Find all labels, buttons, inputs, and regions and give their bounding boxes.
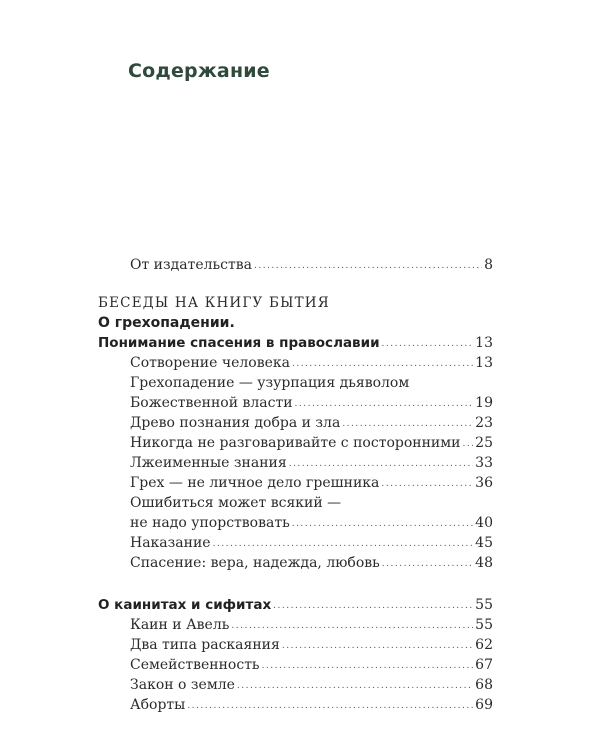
toc-entry-label: Божественной власти (130, 395, 293, 411)
toc-page-number: 45 (475, 535, 493, 551)
toc-page-number: 36 (475, 475, 493, 491)
toc-entry[interactable] (98, 615, 493, 635)
toc-page-number: 33 (475, 455, 493, 471)
leader-dots (382, 334, 474, 354)
leader-dots (231, 616, 473, 636)
toc-page-number: 67 (475, 657, 493, 673)
toc-entry[interactable] (98, 695, 493, 715)
toc-page-number: 55 (475, 617, 493, 633)
toc-entry-label: Сотворение человека (130, 355, 290, 371)
toc-entry-label: Аборты (130, 697, 186, 713)
leader-dots (262, 656, 474, 676)
toc-page-number: 48 (475, 555, 493, 571)
toc-entry[interactable] (98, 675, 493, 695)
toc-entry-label: Лжеименные знания (130, 455, 287, 471)
toc-entry[interactable] (98, 635, 493, 655)
leader-dots (342, 414, 473, 434)
page-title: Содержание (128, 60, 270, 82)
leader-dots (295, 394, 474, 414)
toc-page-number: 8 (484, 257, 493, 273)
section-heading: БЕСЕДЫ НА КНИГУ БЫТИЯ (98, 295, 330, 311)
toc-entry-label: Каин и Авель (130, 617, 230, 633)
toc-page-number: 13 (475, 355, 493, 371)
toc-entry-label-line1: Ошибиться может всякий — (130, 495, 342, 511)
part-heading-line2: Понимание спасения в православии (98, 335, 380, 351)
leader-dots (292, 514, 473, 534)
toc-entry-intro[interactable] (98, 255, 493, 275)
toc-entry[interactable] (98, 453, 493, 473)
toc-entry-label: От издательства (130, 257, 252, 273)
toc-page-number: 62 (475, 637, 493, 653)
toc-entry-part1[interactable] (98, 333, 493, 353)
leader-dots (289, 454, 473, 474)
toc-entry[interactable] (98, 533, 493, 553)
part-heading: О каинитах и сифитах (98, 597, 272, 613)
leader-dots (381, 474, 473, 494)
part-heading-line1: О грехопадении. (98, 315, 235, 331)
leader-dots (382, 554, 473, 574)
toc-page-number: 23 (475, 415, 493, 431)
leader-dots (237, 676, 473, 696)
leader-dots (282, 636, 473, 656)
toc-page-number: 68 (475, 677, 493, 693)
toc-page-number: 55 (475, 597, 493, 613)
toc-entry-label: не надо упорствовать (130, 515, 290, 531)
toc-entry-part2[interactable] (98, 595, 493, 615)
toc-entry[interactable] (98, 433, 493, 453)
toc-page-number: 19 (475, 395, 493, 411)
toc-entry-label: Спасение: вера, надежда, любовь (130, 555, 380, 571)
toc-page-number: 40 (475, 515, 493, 531)
leader-dots (254, 256, 482, 276)
toc-entry-label: Закон о земле (130, 677, 235, 693)
toc-page-number: 13 (475, 335, 493, 351)
leader-dots (187, 696, 473, 716)
toc-page-number: 25 (475, 435, 493, 451)
toc-entry[interactable] (98, 353, 493, 373)
toc-page-number: 69 (475, 697, 493, 713)
toc-entry-label: Грех — не личное дело грешника (130, 475, 380, 491)
toc-entry-label: Древо познания добра и зла (130, 415, 341, 431)
leader-dots (273, 596, 473, 616)
toc-entry[interactable] (98, 393, 493, 413)
toc-entry-label: Никогда не разговаривайте с посторонними (130, 435, 461, 451)
table-of-contents (98, 255, 493, 715)
leader-dots (213, 534, 474, 554)
toc-entry-label-line1: Грехопадение — узурпация дьяволом (130, 375, 410, 391)
leader-dots (292, 354, 473, 374)
toc-entry[interactable] (98, 413, 493, 433)
toc-entry-label: Наказание (130, 535, 211, 551)
toc-entry-label: Семейственность (130, 657, 260, 673)
toc-entry[interactable] (98, 655, 493, 675)
toc-entry[interactable] (98, 513, 493, 533)
leader-dots (462, 434, 473, 454)
toc-entry[interactable] (98, 473, 493, 493)
toc-entry-label: Два типа раскаяния (130, 637, 280, 653)
toc-entry[interactable] (98, 553, 493, 573)
